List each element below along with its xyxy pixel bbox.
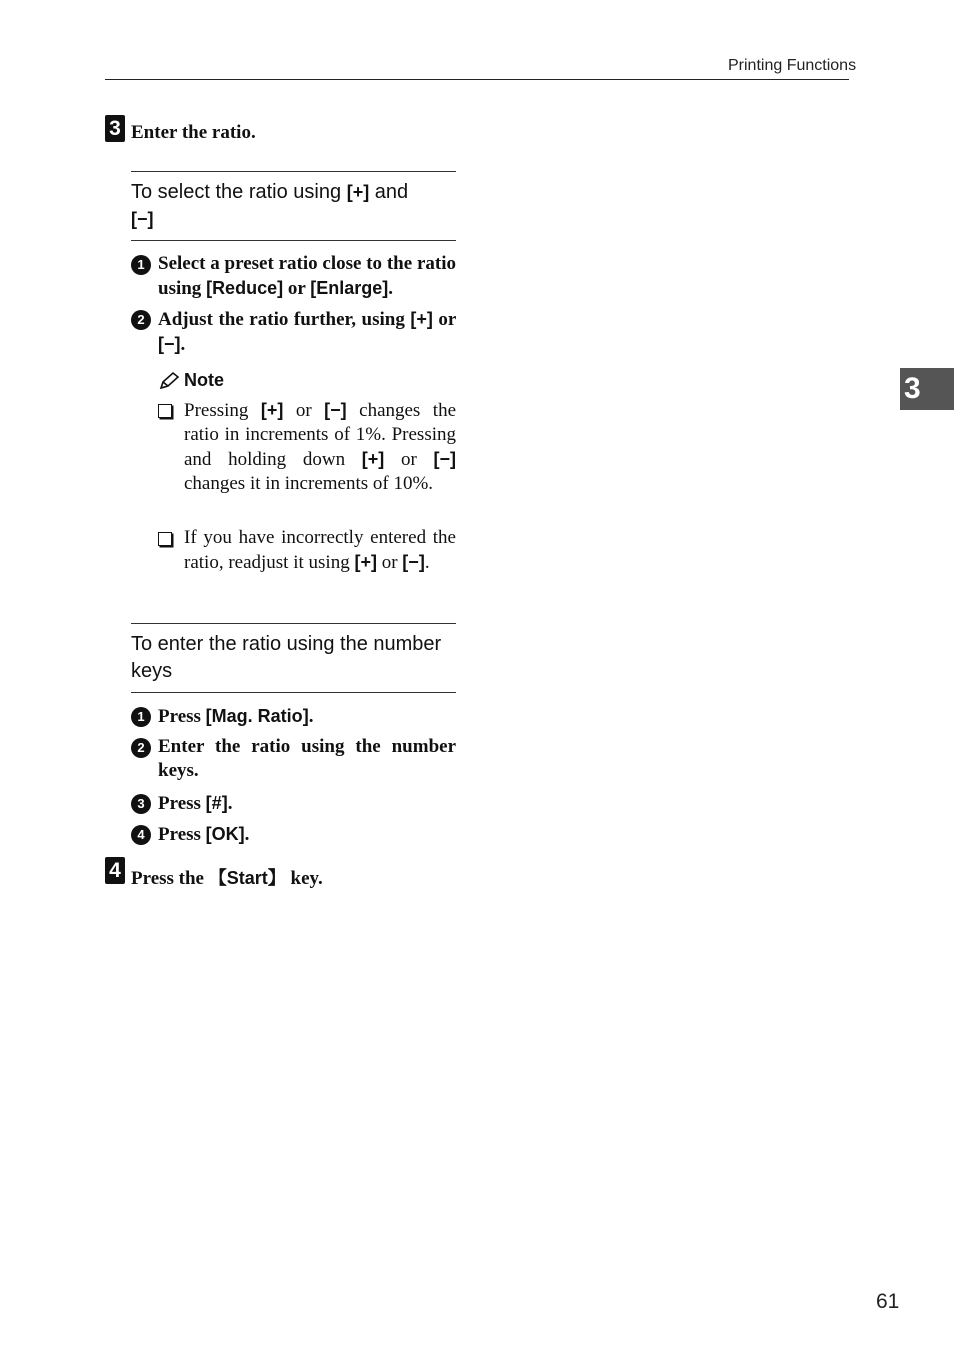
procedure-rule-bottom xyxy=(131,240,456,241)
note-text: If you have incorrectly entered the ratio, readjust it using [+] or [−]. xyxy=(184,527,456,573)
list-item xyxy=(131,704,456,729)
note-text-part: changes the ratio in increments of 1%. Pressing and holding down xyxy=(184,400,457,470)
page-number: 61 xyxy=(876,1290,900,1313)
checkbox-bullet-icon xyxy=(158,404,172,418)
minus-key: − xyxy=(439,449,450,469)
list-item xyxy=(131,252,456,301)
item-number: 1 xyxy=(131,707,151,727)
item-number: 1 xyxy=(131,255,151,275)
start-key: Start xyxy=(226,868,268,888)
chapter-tab: 3 xyxy=(900,368,954,410)
procedure-rule-top xyxy=(131,171,456,172)
running-header: Printing Functions xyxy=(728,57,857,74)
item-number: 3 xyxy=(131,794,151,814)
item-or: or xyxy=(283,278,311,299)
item-number: 2 xyxy=(131,738,151,758)
item-number: 4 xyxy=(131,825,151,845)
step-marker: 3 xyxy=(105,115,125,142)
list-item xyxy=(131,307,456,357)
procedure-title: To select the ratio using [+] and [−] xyxy=(131,181,409,229)
item-text: Enter the ratio using the number keys. xyxy=(158,736,456,781)
note-text-part: If you have incorrectly entered the ratio, readjust it using xyxy=(184,527,456,573)
item-text-part: Press xyxy=(158,793,206,814)
note-text-part: changes it in increments of 10%. xyxy=(184,473,434,494)
procedure-rule-top xyxy=(131,623,456,624)
plus-key: + xyxy=(266,400,278,420)
note-heading xyxy=(158,370,224,391)
minus-key: − xyxy=(164,334,175,354)
plus-key: + xyxy=(352,182,364,202)
item-text: Adjust the ratio further, using [+] or [−]. xyxy=(158,309,457,355)
minus-key: − xyxy=(408,552,419,572)
item-text-part: Adjust the ratio further, using xyxy=(158,309,411,330)
list-item xyxy=(131,822,456,847)
item-text-part: Press xyxy=(158,706,206,727)
step-text: Enter the ratio. xyxy=(131,122,256,143)
note-bullet xyxy=(158,526,456,575)
plus-key: + xyxy=(360,552,371,572)
header-rule xyxy=(105,79,849,80)
list-item xyxy=(131,735,456,783)
item-end: . xyxy=(180,334,186,355)
procedure-title-text: To select the ratio using xyxy=(131,181,347,203)
item-number: 2 xyxy=(131,310,151,330)
step-text-part: key. xyxy=(285,868,323,889)
plus-key: + xyxy=(367,449,379,469)
item-or: or xyxy=(432,309,457,330)
item-end: . xyxy=(227,793,233,814)
note-text-part: . xyxy=(424,552,430,573)
step-text: Press the 【Start】 key. xyxy=(131,868,323,889)
item-text: Press [OK]. xyxy=(158,824,250,845)
hash-key: # xyxy=(211,793,222,813)
item-end: . xyxy=(388,278,393,299)
mag-ratio-key: Mag. Ratio xyxy=(211,706,303,726)
note-text-part: or xyxy=(283,400,325,421)
list-item xyxy=(131,791,456,816)
item-text-part: Select a preset ratio close to the ratio using xyxy=(158,253,456,299)
procedure-title-and: and xyxy=(369,181,409,203)
item-end: . xyxy=(308,706,314,727)
step-text-part: Press the xyxy=(131,868,209,889)
procedure-rule-bottom xyxy=(131,692,456,693)
reduce-key: Reduce xyxy=(212,278,278,298)
note-bullet xyxy=(158,398,456,496)
note-title: Note xyxy=(184,370,224,390)
enlarge-key: Enlarge xyxy=(316,278,383,298)
item-end: . xyxy=(244,824,250,845)
plus-key: + xyxy=(416,309,427,329)
procedure-title: To enter the ratio using the number keys xyxy=(131,633,442,682)
note-text-part: or xyxy=(384,449,434,470)
note-text: Pressing [+] or [−] changes the ratio in increments of 1%. Pressing and holding down [+] or [−] changes it in increments of 10%. xyxy=(184,400,457,494)
item-text-part: Press xyxy=(158,824,206,845)
item-text: Press [#]. xyxy=(158,793,233,814)
minus-key: − xyxy=(330,400,341,420)
minus-key: − xyxy=(137,209,148,229)
step-marker: 4 xyxy=(105,857,125,884)
ok-key: OK xyxy=(211,824,239,844)
item-text: Select a preset ratio close to the ratio using [Reduce] or [Enlarge]. xyxy=(158,253,456,299)
note-text-part: or xyxy=(376,552,403,573)
note-text-part: Pressing xyxy=(184,400,261,421)
item-text: Press [Mag. Ratio]. xyxy=(158,706,314,727)
checkbox-bullet-icon xyxy=(158,532,172,546)
pencil-icon xyxy=(158,371,180,391)
